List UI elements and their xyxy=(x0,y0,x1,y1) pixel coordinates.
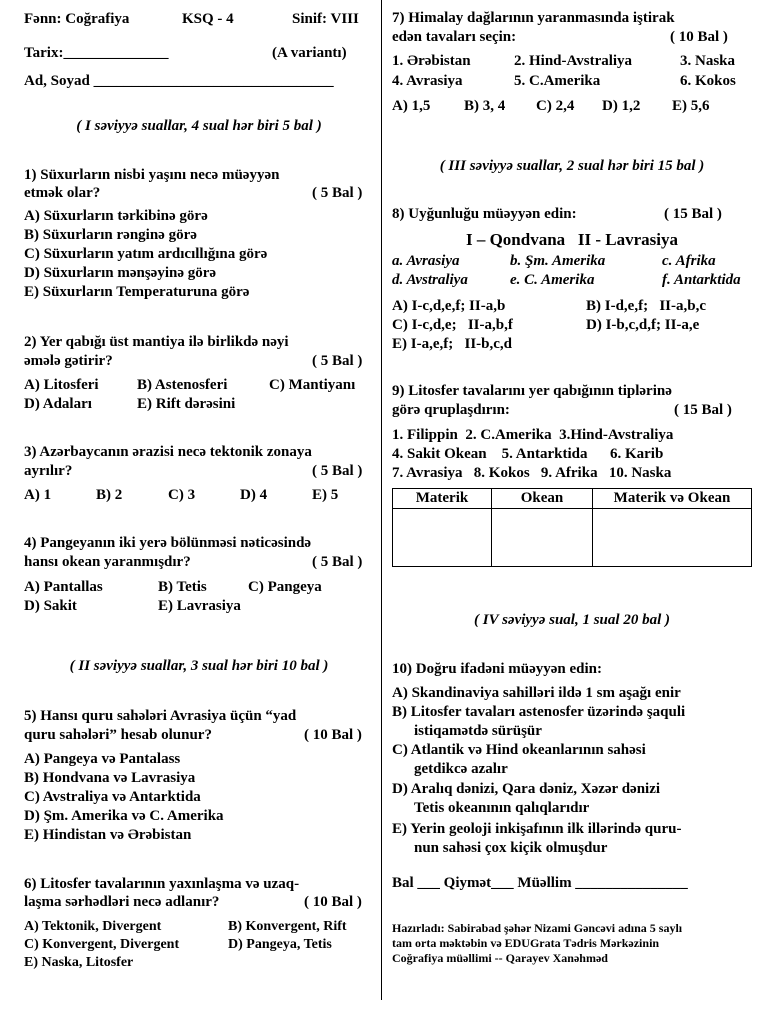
q5-option-e[interactable]: E) Hindistan və Ərəbistan xyxy=(24,827,192,843)
q6-option-a[interactable]: A) Tektonik, Divergent xyxy=(24,919,162,934)
q6-option-c[interactable]: C) Konvergent, Divergent xyxy=(24,937,180,952)
q4-text: 4) Pangeyanın iki yerə bölünməsi nəticəsində xyxy=(24,535,312,551)
q7-item-4: 4. Avrasiya xyxy=(392,73,463,89)
q6-points: ( 10 Bal ) xyxy=(304,894,362,910)
section-4-heading: ( IV səviyyə sual, 1 sual 20 bal ) xyxy=(474,612,670,628)
q6-text: 6) Litosfer tavalarının yaxınlaşma və uzaq- xyxy=(24,876,300,892)
q7-option-b[interactable]: B) 3, 4 xyxy=(464,98,506,114)
q2-option-d[interactable]: D) Adaları xyxy=(24,396,92,412)
q5-text: 5) Hansı quru sahələri Avrasiya üçün “yad xyxy=(24,708,297,724)
q10-option-e[interactable]: E) Yerin geoloji inkişafının ilk illərində quru- xyxy=(392,821,682,837)
q8-option-a[interactable]: A) I-c,d,e,f; II-a,b xyxy=(392,298,506,314)
q6-option-b[interactable]: B) Konvergent, Rift xyxy=(228,919,347,934)
q3-option-e[interactable]: E) 5 xyxy=(312,487,339,503)
q8-option-b[interactable]: B) I-d,e,f; II-a,b,c xyxy=(586,298,706,314)
test-label: KSQ - 4 xyxy=(182,11,234,27)
q9-points: ( 15 Bal ) xyxy=(674,402,732,418)
q8-points: ( 15 Bal ) xyxy=(664,206,722,222)
q10-option-a[interactable]: A) Skandinaviya sahilləri ildə 1 sm aşağı enir xyxy=(392,685,681,701)
q3-option-d[interactable]: D) 4 xyxy=(240,487,268,503)
q1-option-b[interactable]: B) Süxurların rənginə görə xyxy=(24,227,197,243)
q7-item-2: 2. Hind-Avstraliya xyxy=(514,53,633,69)
q1-points: ( 5 Bal ) xyxy=(312,185,363,201)
q5-option-a[interactable]: A) Pangeya və Pantalass xyxy=(24,751,181,767)
section-1-heading: ( I səviyyə suallar, 4 sual hər biri 5 bal ) xyxy=(76,118,322,134)
variant-label: (A variantı) xyxy=(272,45,347,61)
q5-option-b[interactable]: B) Hondvana və Lavrasiya xyxy=(24,770,196,786)
table-cell-materik-okean[interactable] xyxy=(593,509,752,567)
q1-option-c[interactable]: C) Süxurların yatım ardıcıllığına görə xyxy=(24,246,268,262)
q3-text: 3) Azərbaycanın ərazisi necə tektonik zonaya xyxy=(24,444,312,460)
prepared-by-line-3: Coğrafiya müəllimi -- Qarayev Xanəhməd xyxy=(392,951,608,965)
q10-text: 10) Doğru ifadəni müəyyən edin: xyxy=(392,661,602,677)
grade-label: Sinif: VIII xyxy=(292,11,359,27)
q2-option-c[interactable]: C) Mantiyanı xyxy=(269,377,356,393)
q1-option-a[interactable]: A) Süxurların tərkibinə görə xyxy=(24,208,208,224)
q7-points: ( 10 Bal ) xyxy=(670,29,728,45)
q1-text-2: etmək olar? xyxy=(24,185,101,201)
q10-option-c[interactable]: C) Atlantik və Hind okeanlarının sahəsi xyxy=(392,742,646,758)
q3-option-b[interactable]: B) 2 xyxy=(96,487,123,503)
column-divider xyxy=(381,0,382,1000)
q2-points: ( 5 Bal ) xyxy=(312,353,363,369)
section-2-heading: ( II səviyyə suallar, 3 sual hər biri 10 bal ) xyxy=(69,658,329,674)
q4-points: ( 5 Bal ) xyxy=(312,554,363,570)
q9-items-row-3: 7. Avrasiya 8. Kokos 9. Afrika 10. Naska xyxy=(392,465,672,481)
prepared-by-line-1: Hazırladı: Sabirabad şəhər Nizami Gəncəvi adına 5 saylı xyxy=(392,921,683,935)
q5-text-2: quru sahələri” hesab olunur? xyxy=(24,727,212,743)
q7-item-6: 6. Kokos xyxy=(680,73,736,89)
q7-option-e[interactable]: E) 5,6 xyxy=(672,98,710,114)
q4-option-b[interactable]: B) Tetis xyxy=(158,579,207,595)
q1-text: 1) Süxurların nisbi yaşını necə müəyyən xyxy=(24,167,280,183)
q8-heading: I – Qondvana II - Lavrasiya xyxy=(465,230,679,249)
q8-text: 8) Uyğunluğu müəyyən edin: xyxy=(392,206,577,222)
q2-text: 2) Yer qabığı üst mantiya ilə birlikdə nəyi xyxy=(24,334,289,350)
q9-text-2: görə qruplaşdırın: xyxy=(392,402,510,418)
q8-item-f: f. Antarktida xyxy=(662,272,741,288)
q1-option-d[interactable]: D) Süxurların mənşəyinə görə xyxy=(24,265,217,281)
q10-option-b[interactable]: B) Litosfer tavaları astenosfer üzərində şaquli xyxy=(392,704,686,720)
q10-option-d-cont: Tetis okeanının qalıqlarıdır xyxy=(414,800,590,816)
q1-option-e[interactable]: E) Süxurların Temperaturuna görə xyxy=(24,284,250,300)
q2-text-2: əmələ gətirir? xyxy=(24,353,113,369)
q8-item-b: b. Şm. Amerika xyxy=(510,253,606,269)
q8-item-d: d. Avstraliya xyxy=(392,272,468,288)
score-line[interactable]: Bal ___ Qiymət___ Müəllim _______________ xyxy=(392,875,688,891)
q7-item-1: 1. Ərəbistan xyxy=(392,53,471,69)
section-3-heading: ( III səviyyə suallar, 2 sual hər biri 15 bal ) xyxy=(439,158,705,174)
q7-item-5: 5. C.Amerika xyxy=(514,73,601,89)
q9-items-row-2: 4. Sakit Okean 5. Antarktida 6. Karib xyxy=(392,446,664,462)
q2-option-e[interactable]: E) Rift dərəsini xyxy=(137,396,236,412)
q4-text-2: hansı okean yaranmışdır? xyxy=(24,554,191,570)
q7-text-2: edən tavaları seçin: xyxy=(392,29,517,45)
q4-option-c[interactable]: C) Pangeya xyxy=(248,579,322,595)
table-header-materik-okean: Materik və Okean xyxy=(593,489,752,509)
q7-option-c[interactable]: C) 2,4 xyxy=(536,98,575,114)
q8-item-e: e. C. Amerika xyxy=(510,272,595,288)
q5-option-d[interactable]: D) Şm. Amerika və C. Amerika xyxy=(24,808,224,824)
q6-option-e[interactable]: E) Naska, Litosfer xyxy=(24,955,134,970)
q8-option-e[interactable]: E) I-a,e,f; II-b,c,d xyxy=(392,336,512,352)
table-cell-okean[interactable] xyxy=(492,509,593,567)
q4-option-e[interactable]: E) Lavrasiya xyxy=(158,598,241,614)
table-cell-materik[interactable] xyxy=(393,509,492,567)
q10-option-c-cont: getdikcə azalır xyxy=(414,761,508,777)
q8-option-c[interactable]: C) I-c,d,e; II-a,b,f xyxy=(392,317,513,333)
q10-option-e-cont: nun sahəsi çox kiçik olmuşdur xyxy=(414,840,608,856)
q8-option-d[interactable]: D) I-b,c,d,f; II-a,e xyxy=(586,317,700,333)
q9-items-row-1: 1. Filippin 2. C.Amerika 3.Hind-Avstraliya xyxy=(392,427,674,443)
table-header-materik: Materik xyxy=(393,489,492,509)
q10-option-b-cont: istiqamətdə sürüşür xyxy=(414,723,542,739)
q8-item-c: c. Afrika xyxy=(662,253,716,269)
q3-option-c[interactable]: C) 3 xyxy=(168,487,196,503)
q3-text-2: ayrılır? xyxy=(24,463,73,479)
q7-item-3: 3. Naska xyxy=(680,53,736,69)
q2-option-a[interactable]: A) Litosferi xyxy=(24,377,99,393)
q3-option-a[interactable]: A) 1 xyxy=(24,487,52,503)
q10-option-d[interactable]: D) Aralıq dənizi, Qara dəniz, Xəzər dənizi xyxy=(392,781,661,797)
prepared-by-line-2: tam orta məktəbin və EDUGrata Tədris Mərkəzinin xyxy=(392,936,660,950)
q8-item-a: a. Avrasiya xyxy=(392,253,460,269)
subject-label: Fənn: Coğrafiya xyxy=(24,11,130,27)
q9-text: 9) Litosfer tavalarını yer qabığının tiplərinə xyxy=(392,383,672,399)
q9-answer-table xyxy=(392,488,752,567)
q6-option-d[interactable]: D) Pangeya, Tetis xyxy=(228,937,332,952)
q7-option-d[interactable]: D) 1,2 xyxy=(602,98,641,114)
q5-points: ( 10 Bal ) xyxy=(304,727,362,743)
table-header-okean: Okean xyxy=(492,489,593,509)
date-field[interactable]: Tarix:______________ xyxy=(24,45,169,61)
name-field[interactable]: Ad, Soyad ________________________________ xyxy=(24,73,334,89)
q3-points: ( 5 Bal ) xyxy=(312,463,363,479)
q6-text-2: laşma sərhədləri necə adlanır? xyxy=(24,894,220,910)
q4-option-d[interactable]: D) Sakit xyxy=(24,598,77,614)
q5-option-c[interactable]: C) Avstraliya və Antarktida xyxy=(24,789,201,805)
q2-option-b[interactable]: B) Astenosferi xyxy=(137,377,228,393)
q4-option-a[interactable]: A) Pantallas xyxy=(24,579,103,595)
q7-option-a[interactable]: A) 1,5 xyxy=(392,98,431,114)
q7-text: 7) Himalay dağlarının yaranmasında iştirak xyxy=(392,10,675,26)
